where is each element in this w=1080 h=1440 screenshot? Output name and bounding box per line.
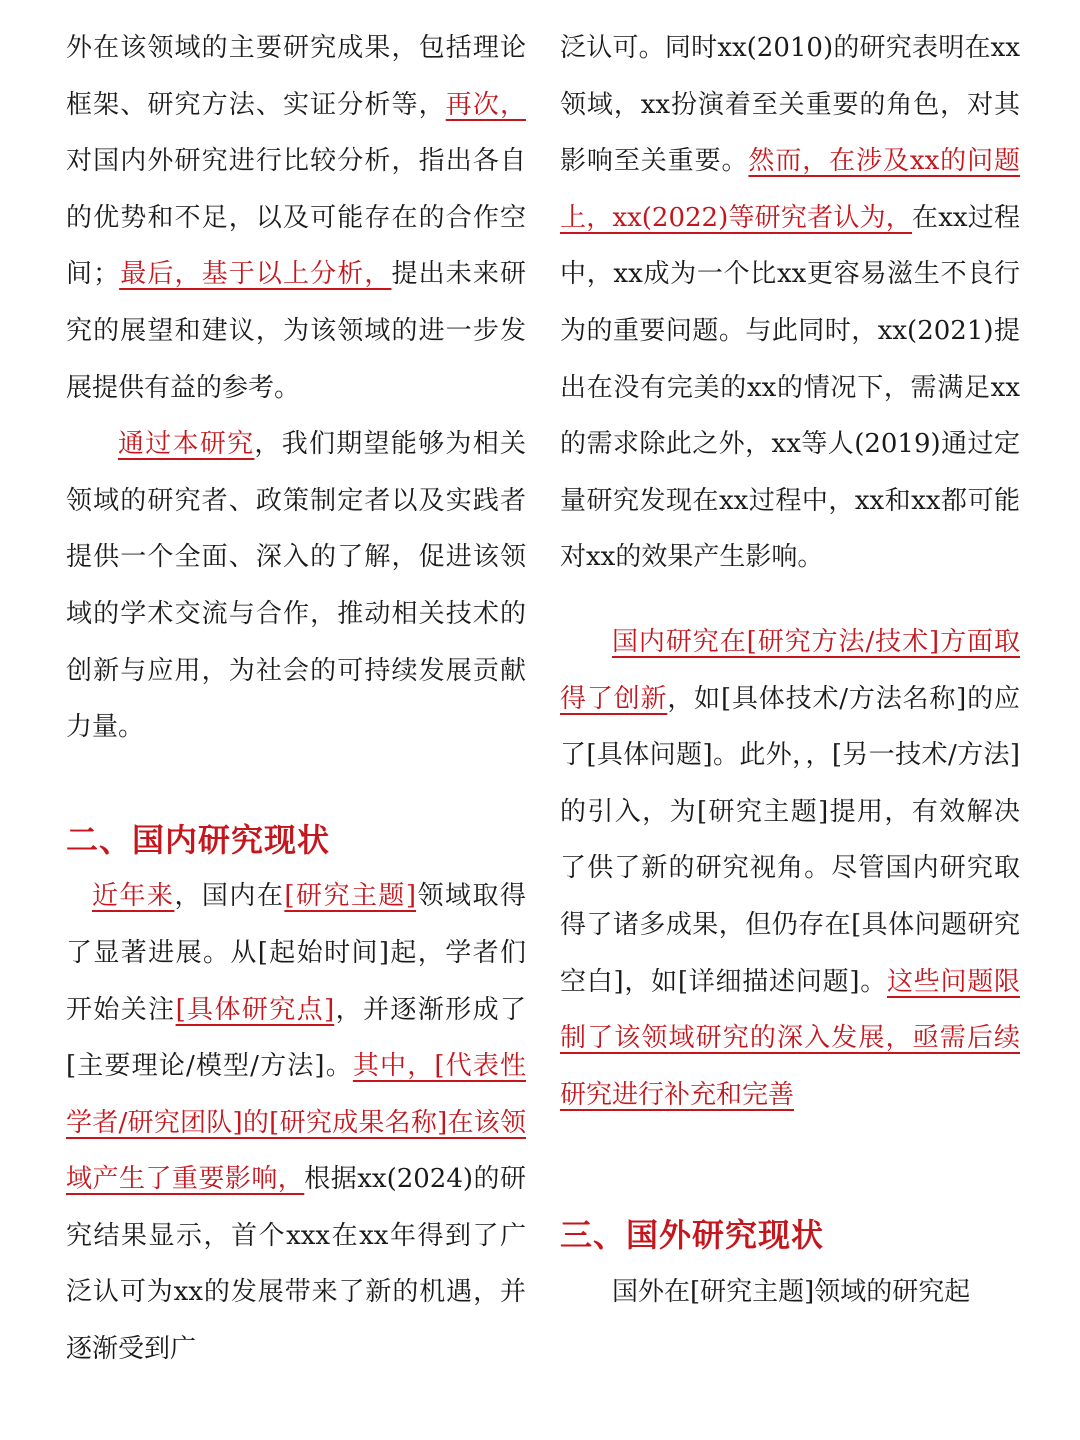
highlighted-phrase: 通过本研究	[118, 429, 255, 460]
text-run: 领域取得了显著进展。从[起始时间]起，学者们开始关注	[66, 881, 526, 1025]
spacer	[560, 1123, 1020, 1179]
text-run: 外在该领域的主要研究成果，包括理论框架、研究方法、实证分析等，	[66, 33, 526, 120]
text-run: 对国内外研究进行比较分析，指出各自的优势和不足，以及可能存在的合作空间；	[66, 146, 526, 290]
spacer	[66, 756, 526, 812]
spacer	[560, 586, 1020, 614]
section-heading-foreign: 三、国外研究现状	[560, 1216, 825, 1255]
highlighted-phrase: 国内研究在[研究方法/技术]方面取得了创新	[560, 626, 1020, 714]
text-run: ，国内在	[174, 881, 285, 912]
section-heading-domestic: 二、国内研究现状	[66, 820, 331, 859]
highlighted-phrase: 再次，	[445, 89, 526, 120]
right-paragraph-2	[560, 614, 1020, 1123]
right-paragraph-1	[560, 20, 1020, 586]
right-paragraph-3	[560, 1264, 1020, 1321]
spacer	[560, 1179, 1020, 1207]
text-run: ，我们期望能够为相关领域的研究者、政策制定者以及实践者提供一个全面、深入的了解，促进该领域的学术交流与合作，推动相关技术的创新与应用，为社会的可持续发展贡献力量。	[66, 429, 526, 743]
text-run: 在xx过程中，xx成为一个比xx更容易滋生不良行为的重要问题。与此同时，xx(2021)提出在没有完美的xx的情况下，需满足xx的需求除此之外，xx等人(2019)通过定量研究发现在xx过程中，xx和xx都可能对xx的效果产生影响。	[560, 202, 1020, 573]
highlighted-phrase: 最后，基于以上分析，	[119, 259, 392, 290]
highlighted-phrase: 近年来	[92, 881, 175, 912]
highlighted-phrase: 这些问题限制了该领域研究的深入发展，亟需后续研究进行补充和完善	[560, 966, 1020, 1110]
text-run: ，并逐渐形成了[主要理论/模型/方法]。	[66, 994, 526, 1082]
left-paragraph-2	[66, 416, 526, 756]
highlighted-phrase: [具体研究点]	[175, 994, 335, 1025]
highlighted-phrase: [研究主题]	[284, 881, 417, 912]
left-paragraph-1	[66, 20, 526, 416]
highlighted-phrase: 然而，在涉及xx的问题上，xx(2022)等研究者认为，	[560, 146, 1020, 233]
text-run: 泛认可。同时xx(2010)的研究表明在xx领域，xx扮演着至关重要的角色，对其影响至关重要。	[560, 33, 1020, 177]
highlighted-phrase: 其中，[代表性学者/研究团队]的[研究成果名称]在该领域产生了重要影响，	[66, 1051, 526, 1195]
text-run: 国外在[研究主题]领域的研究起	[612, 1276, 971, 1307]
text-run: ，如[具体技术/方法名称]的应了[具体问题]。此外，，[另一技术/方法]的引入，为[研究主题]提用，有效解决了供了新的研究视角。尽管国内研究取得了诸多成果，但仍存在[具体问题研究空白]，如[详细描述问题]。	[560, 683, 1020, 997]
text-run: 根据xx(2024)的研究结果显示，首个xxx在xx年得到了广泛认可为xx的发展带来了新的机遇，并逐渐受到广	[66, 1164, 526, 1365]
text-run: 提出未来研究的展望和建议，为该领域的进一步发展提供有益的参考。	[66, 259, 526, 403]
right-column	[560, 20, 1020, 1320]
left-column	[66, 20, 526, 1378]
left-paragraph-3	[66, 868, 526, 1377]
